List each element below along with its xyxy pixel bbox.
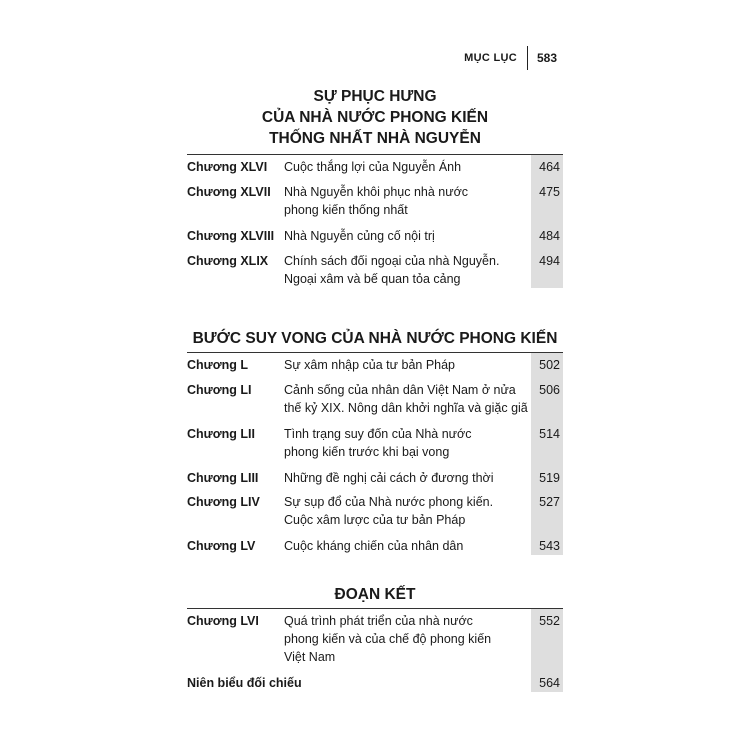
chapter-label: Chương XLIX (187, 254, 269, 268)
chapter-page: 552 (539, 614, 560, 628)
chapter-label: Chương XLVII (187, 185, 271, 199)
chapter-label: Chương L (187, 358, 248, 372)
chapter-page: 543 (539, 539, 560, 553)
section-title: BƯỚC SUY VONG CỦA NHÀ NƯỚC PHONG KIẾN (192, 330, 558, 347)
chapter-title: Tình trạng suy đốn của Nhà nước phong kiến trước khi bại vong (284, 427, 472, 459)
chapter-label: Chương XLVIII (187, 229, 275, 243)
running-head-title: MỤC LỤC (464, 52, 517, 64)
chapter-title: Quá trình phát triển của nhà nước phong kiến và của chế độ phong kiến Việt Nam (284, 614, 492, 664)
chapter-label: Chương XLVI (187, 160, 268, 174)
chapter-title: Cuộc thắng lợi của Nguyễn Ánh (284, 160, 462, 174)
section-rule (187, 608, 563, 609)
chapter-title: Nhà Nguyễn củng cố nội trị (284, 229, 435, 243)
section-rule (187, 352, 563, 353)
chapter-page: 484 (539, 229, 560, 243)
running-head (464, 46, 557, 70)
chapter-title: Nhà Nguyễn khôi phục nhà nước phong kiến thống nhất (284, 185, 469, 217)
section-rule (187, 154, 563, 155)
chapter-page: 475 (539, 185, 560, 199)
chapter-label: Chương LV (187, 539, 256, 553)
section-title: ĐOẠN KẾT (334, 586, 416, 603)
chapter-title: Chính sách đối ngoại của nhà Nguyễn. Ngoại xâm và bế quan tỏa cảng (284, 254, 500, 286)
page-number: 583 (536, 51, 557, 65)
chapter-page: 514 (539, 427, 560, 441)
chapter-label: Chương LIII (187, 471, 259, 485)
chapter-label: Chương LII (187, 427, 255, 441)
chapter-title: Sự sụp đổ của Nhà nước phong kiến. Cuộc xâm lược của tư bản Pháp (284, 495, 494, 527)
appendix-label: Niên biểu đối chiếu (187, 676, 302, 690)
chapter-page: 527 (539, 495, 560, 509)
chapter-label: Chương LVI (187, 614, 259, 628)
chapter-title: Cảnh sống của nhân dân Việt Nam ở nửa thế kỷ XIX. Nông dân khởi nghĩa và giặc giã (284, 383, 528, 415)
chapter-page: 506 (539, 383, 560, 397)
chapter-title: Cuộc kháng chiến của nhân dân (284, 539, 464, 553)
chapter-label: Chương LIV (187, 495, 260, 509)
chapter-page: 494 (539, 254, 560, 268)
chapter-page: 502 (539, 358, 560, 372)
appendix-page: 564 (539, 676, 560, 690)
chapter-page: 519 (539, 471, 560, 485)
section-title: SỰ PHỤC HƯNG CỦA NHÀ NƯỚC PHONG KIẾN THỐNG NHẤT NHÀ NGUYỄN (261, 88, 489, 147)
chapter-title: Sự xâm nhập của tư bản Pháp (284, 358, 456, 372)
chapter-page: 464 (539, 160, 560, 174)
chapter-title: Những đề nghị cải cách ở đương thời (284, 471, 494, 485)
chapter-label: Chương LI (187, 383, 252, 397)
running-head-divider (527, 46, 528, 70)
